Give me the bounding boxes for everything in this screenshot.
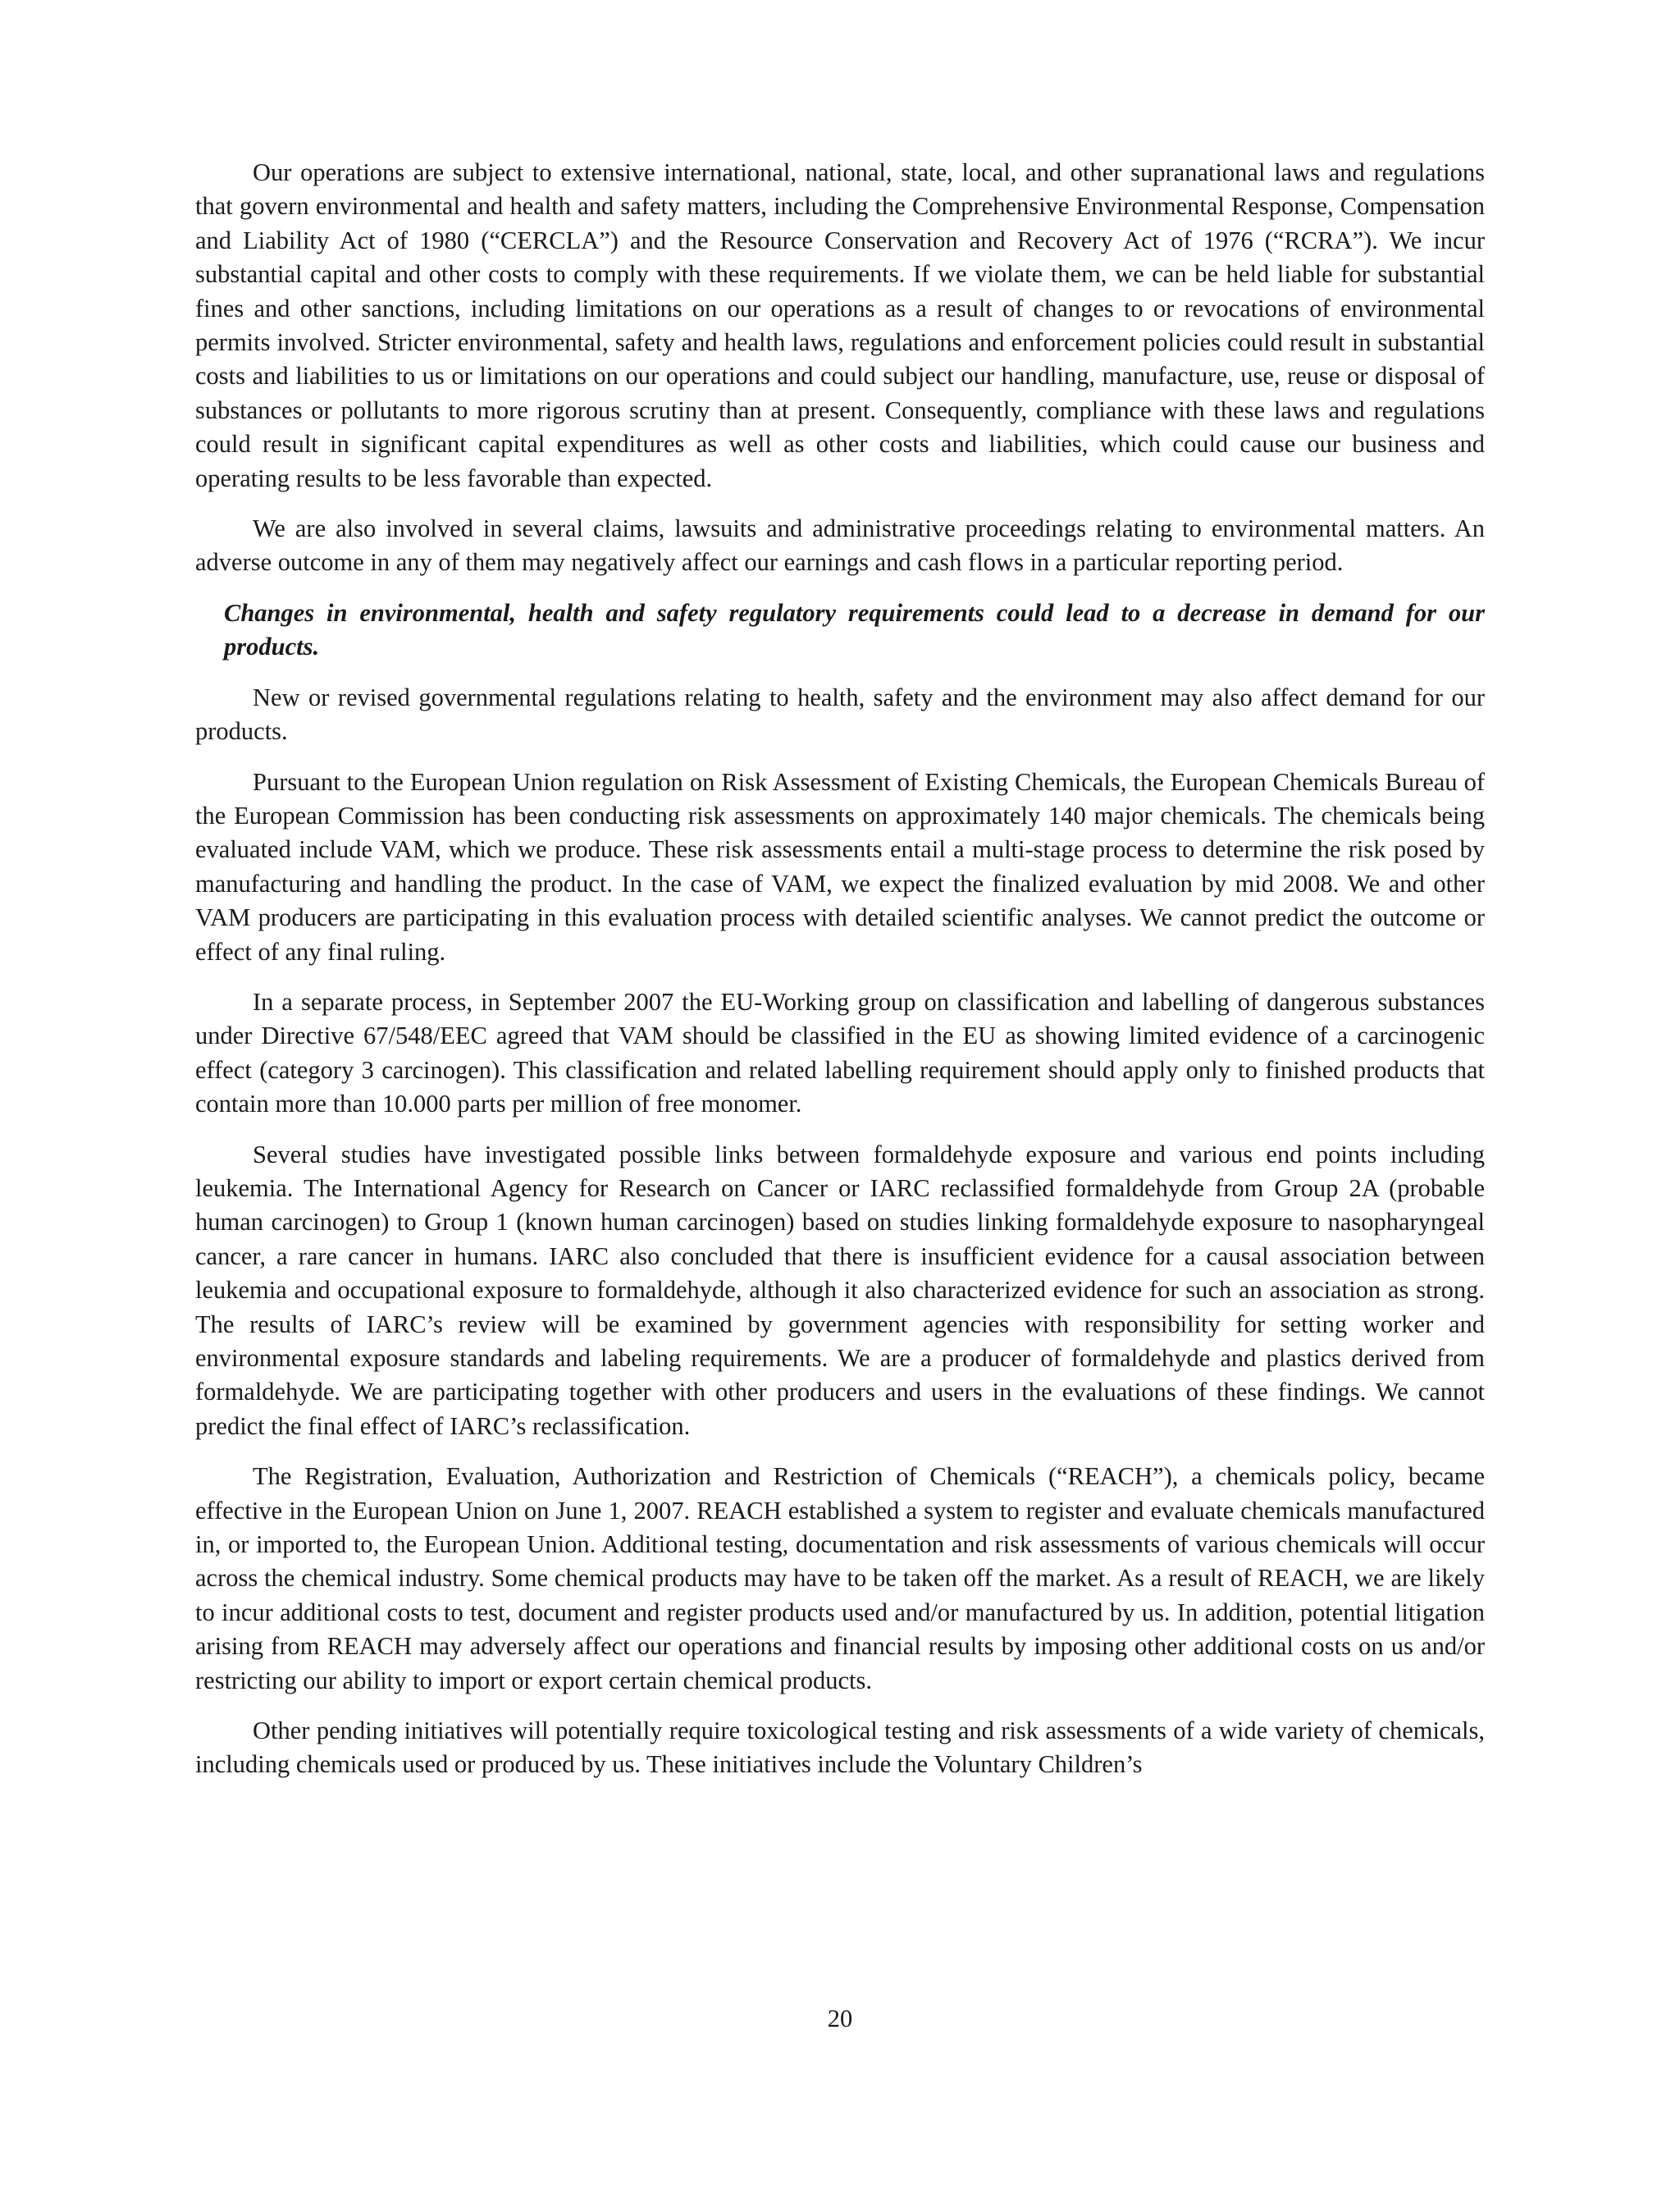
paragraph-vam-classification: In a separate process, in September 2007 the EU-Working group on classification and labelling of dangerous substances under Directive 67/548/EEC agreed that VAM should be classified in the EU as showing limited evidence of a carcinogenic effect (category 3 carcinogen). This classification and related labelling requirement should apply only to finished products that contain more than 10.000 parts per million of free monomer.	[195, 987, 1485, 1118]
paragraph-environmental-laws: Our operations are subject to extensive international, national, state, local, and other supranational laws and regulations that govern environmental and health and safety matters, including the Comprehensive Environmental Response, Compensation and Liability Act of 1980 (“CERCLA”) and the Resource Conservation and Recovery Act of 1976 (“RCRA”). We incur substantial capital and other costs to comply with these requirements. If we violate them, we can be held liable for substantial fines and other sanctions, including limitations on our operations as a result of changes to or revocations of environmental permits involved. Stricter environmental, safety and health laws, regulations and enforcement policies could result in substantial costs and liabilities to us or limitations on our operations and could subject our handling, manufacture, use, reuse or disposal of substances or pollutants to more rigorous scrutiny than at present. Consequently, compliance with these laws and regulations could result in significant capital expenditures as well as other costs and liabilities, which could cause our business and operating results to be less favorable than expected.	[195, 158, 1485, 492]
page-body	[195, 156, 1485, 1799]
paragraph-formaldehyde-studies: Several studies have investigated possible links between formaldehyde exposure and various end points including leukemia. The International Agency for Research on Cancer or IARC reclassified formaldehyde from Group 2A (probable human carcinogen) to Group 1 (known human carcinogen) based on studies linking formaldehyde exposure to nasopharyngeal cancer, a rare cancer in humans. IARC also concluded that there is insufficient evidence for a causal association between leukemia and occupational exposure to formaldehyde, although it also characterized evidence for such an association as strong. The results of IARC’s review will be examined by government agencies with responsibility for setting worker and environmental exposure standards and labeling requirements. We are a producer of formaldehyde and plastics derived from formaldehyde. We are participating together with other producers and users in the evaluations of these findings. We cannot predict the final effect of IARC’s reclassification.	[195, 1140, 1485, 1440]
page-number: 20	[827, 2005, 853, 2032]
paragraph-reach: The Registration, Evaluation, Authorization and Restriction of Chemicals (“REACH”), a chemicals policy, became effective in the European Union on June 1, 2007. REACH established a system to register and evaluate chemicals manufactured in, or imported to, the European Union. Additional testing, documentation and risk assessments of various chemicals will occur across the chemical industry. Some chemical products may have to be taken off the market. As a result of REACH, we are likely to incur additional costs to test, document and register products used and/or manufactured by us. In addition, potential litigation arising from REACH may adversely affect our operations and financial results by imposing other additional costs on us and/or restricting our ability to import or export certain chemical products.	[195, 1462, 1485, 1694]
paragraph-claims-lawsuits: We are also involved in several claims, lawsuits and administrative proceedings relating to environmental matters. An adverse outcome in any of them may negatively affect our earnings and cash flows in a particular reporting period.	[195, 514, 1485, 577]
section-heading: Changes in environmental, health and safety regulatory requirements could lead to a decrease in demand for our products.	[224, 598, 1485, 661]
paragraph-eu-risk-assessment: Pursuant to the European Union regulation on Risk Assessment of Existing Chemicals, the European Chemicals Bureau of the European Commission has been conducting risk assessments on approximately 140 major chemicals. The chemicals being evaluated include VAM, which we produce. These risk assessments entail a multi-stage process to determine the risk posed by manufacturing and handling the product. In the case of VAM, we expect the finalized evaluation by mid 2008. We and other VAM producers are participating in this evaluation process with detailed scientific analyses. We cannot predict the outcome or effect of any final ruling.	[195, 767, 1485, 966]
paragraph-pending-initiatives: Other pending initiatives will potentially require toxicological testing and risk assessments of a wide variety of chemicals, including chemicals used or produced by us. These initiatives include the Voluntary Children’s	[195, 1717, 1485, 1779]
paragraph-new-regulations: New or revised governmental regulations relating to health, safety and the environment may also affect demand for our products.	[195, 683, 1485, 746]
